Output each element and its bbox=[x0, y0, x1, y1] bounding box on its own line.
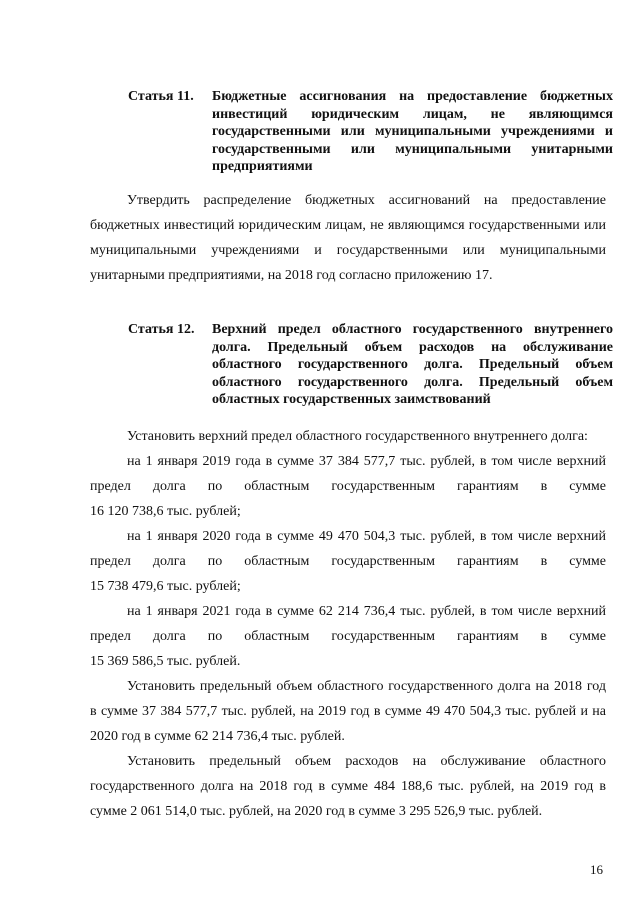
body-line: Установить верхний предел областного государственного внутреннего долга: bbox=[127, 429, 588, 444]
body-line: бюджетных инвестиций юридическим лицам, не являющимся государственными или bbox=[90, 218, 606, 233]
article-12-title-line: областного государственного долга. Предельный объем bbox=[212, 374, 613, 390]
body-line: на 1 января 2019 года в сумме 37 384 577,7 тыс. рублей, в том числе верхний bbox=[127, 454, 606, 469]
page-number: 16 bbox=[590, 862, 603, 877]
body-line: предел долга по областным государственным гарантиям в сумме bbox=[90, 479, 606, 494]
article-11-title-line: инвестиций юридическим лицам, не являющимся bbox=[212, 106, 613, 122]
body-line: Установить предельный объем областного государственного долга на 2018 год bbox=[127, 679, 606, 694]
article-11-number: Статья 11. bbox=[128, 89, 194, 104]
body-line: 16 120 738,6 тыс. рублей; bbox=[90, 504, 241, 519]
article-11-title-line: предприятиями bbox=[212, 159, 313, 174]
body-line: 15 369 586,5 тыс. рублей. bbox=[90, 654, 241, 669]
article-12-title bbox=[212, 321, 613, 409]
body-line: 15 738 479,6 тыс. рублей; bbox=[90, 579, 241, 594]
body-line: предел долга по областным государственным гарантиям в сумме bbox=[90, 554, 606, 569]
article-12-title-line: Верхний предел областного государственного внутреннего bbox=[212, 322, 613, 337]
article-11-heading bbox=[128, 88, 613, 176]
body-line: на 1 января 2020 года в сумме 49 470 504,3 тыс. рублей, в том числе верхний bbox=[127, 529, 606, 544]
article-11-title-line: государственными или муниципальными унитарными bbox=[212, 141, 613, 157]
body-line: 2020 год в сумме 62 214 736,4 тыс. рублей. bbox=[90, 729, 345, 744]
article-12-title-line: долга. Предельный объем расходов на обслуживание bbox=[212, 339, 613, 355]
body-line: муниципальными учреждениями и государственными или муниципальными bbox=[90, 243, 606, 258]
article-12-title-line: областных государственных заимствований bbox=[212, 392, 491, 407]
body-line: государственного долга на 2018 год в сумме 484 188,6 тыс. рублей, на 2019 год в bbox=[90, 779, 606, 794]
body-line: Установить предельный объем расходов на обслуживание областного bbox=[127, 754, 606, 769]
body-line: на 1 января 2021 года в сумме 62 214 736,4 тыс. рублей, в том числе верхний bbox=[127, 604, 606, 619]
article-11-body bbox=[90, 188, 606, 288]
body-line: унитарными предприятиями, на 2018 год согласно приложению 17. bbox=[90, 268, 493, 283]
article-12-heading bbox=[128, 321, 613, 409]
body-line: предел долга по областным государственным гарантиям в сумме bbox=[90, 629, 606, 644]
article-11-title-line: Бюджетные ассигнования на предоставление бюджетных bbox=[212, 89, 613, 104]
body-line: в сумме 37 384 577,7 тыс. рублей, на 2019 год в сумме 49 470 504,3 тыс. рублей и на bbox=[90, 704, 606, 719]
article-12-title-line: областного государственного долга. Предельный объем bbox=[212, 357, 613, 372]
body-line: сумме 2 061 514,0 тыс. рублей, на 2020 год в сумме 3 295 526,9 тыс. рублей. bbox=[90, 804, 543, 819]
article-11-title-line: государственными или муниципальными учреждениями и bbox=[212, 124, 613, 139]
article-11-title bbox=[212, 88, 613, 176]
article-12-body bbox=[90, 424, 606, 824]
article-12-number: Статья 12. bbox=[128, 322, 195, 337]
body-line: Утвердить распределение бюджетных ассигнований на предоставление bbox=[127, 193, 606, 208]
